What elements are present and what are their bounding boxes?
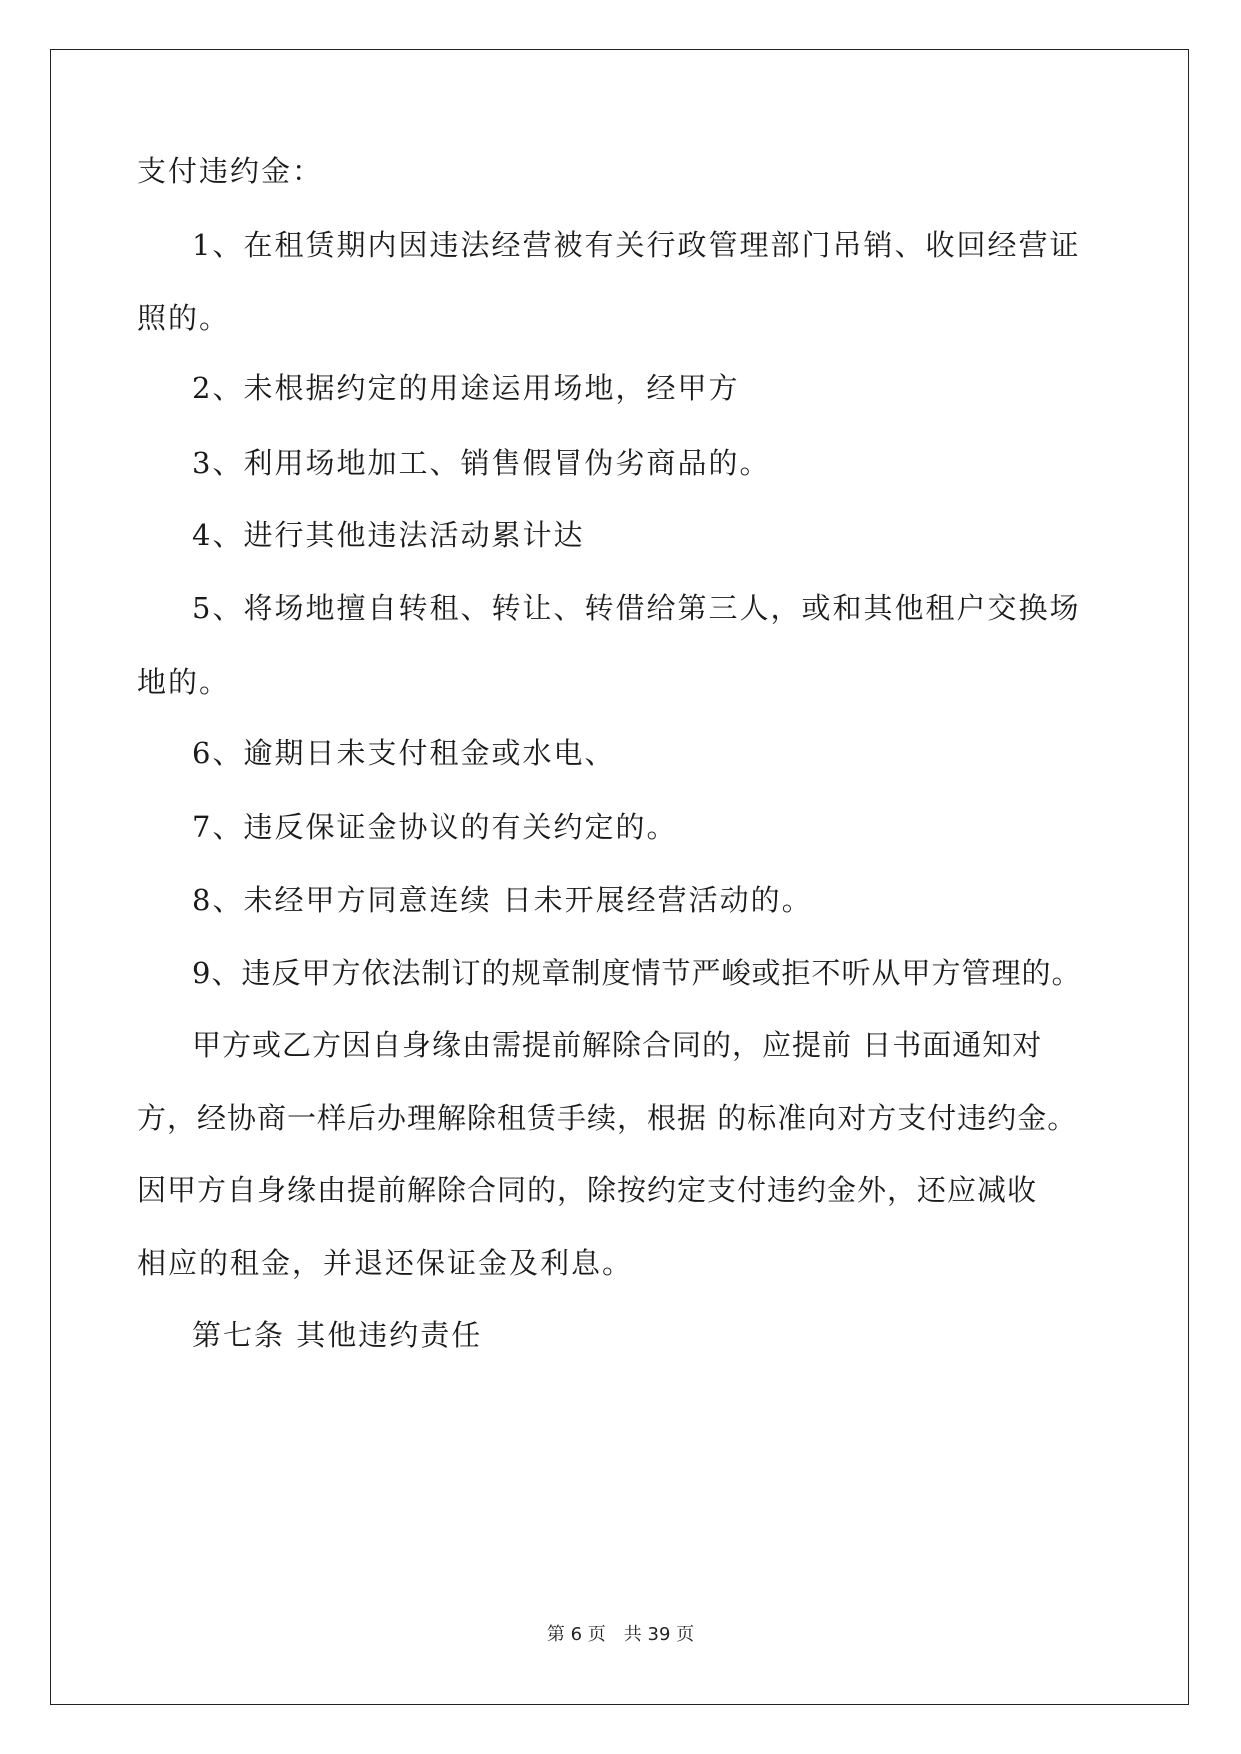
section-heading: 第七条 其他违约责任 [192, 1318, 483, 1352]
page-border [50, 49, 1189, 1705]
text-line: 支付违约金： [137, 154, 324, 188]
text-line: 4、进行其他违法活动累计达 [192, 518, 585, 552]
text-line: 2、未根据约定的用途运用场地，经甲方 [192, 371, 740, 405]
text-line: 因甲方自身缘由提前解除合同的，除按约定支付违约金外，还应减收 [137, 1173, 1038, 1207]
text-line: 照的。 [137, 301, 231, 335]
text-line: 6、逾期日未支付租金或水电、 [192, 736, 616, 770]
text-line: 5、将场地擅自转租、转让、转借给第三人，或和其他租户交换场 [192, 591, 1081, 625]
text-line: 地的。 [137, 665, 231, 699]
text-line: 方，经协商一样后办理解除租赁手续，根据 的标准向对方支付违约金。 [137, 1101, 1078, 1135]
text-line: 9、违反甲方依法制订的规章制度情节严峻或拒不听从甲方管理的。 [192, 956, 1082, 990]
text-line: 相应的租金，并退还保证金及利息。 [137, 1246, 634, 1280]
text-line: 甲方或乙方因自身缘由需提前解除合同的，应提前 日书面通知对 [192, 1028, 1043, 1062]
text-line: 3、利用场地加工、销售假冒伪劣商品的。 [192, 446, 771, 480]
text-line: 7、违反保证金协议的有关约定的。 [192, 810, 678, 844]
text-line: 1、在租赁期内因违法经营被有关行政管理部门吊销、收回经营证 [192, 228, 1081, 262]
text-line: 8、未经甲方同意连续 日未开展经营活动的。 [192, 883, 813, 917]
page-number-footer: 第 6 页 共 39 页 [546, 1624, 695, 1645]
